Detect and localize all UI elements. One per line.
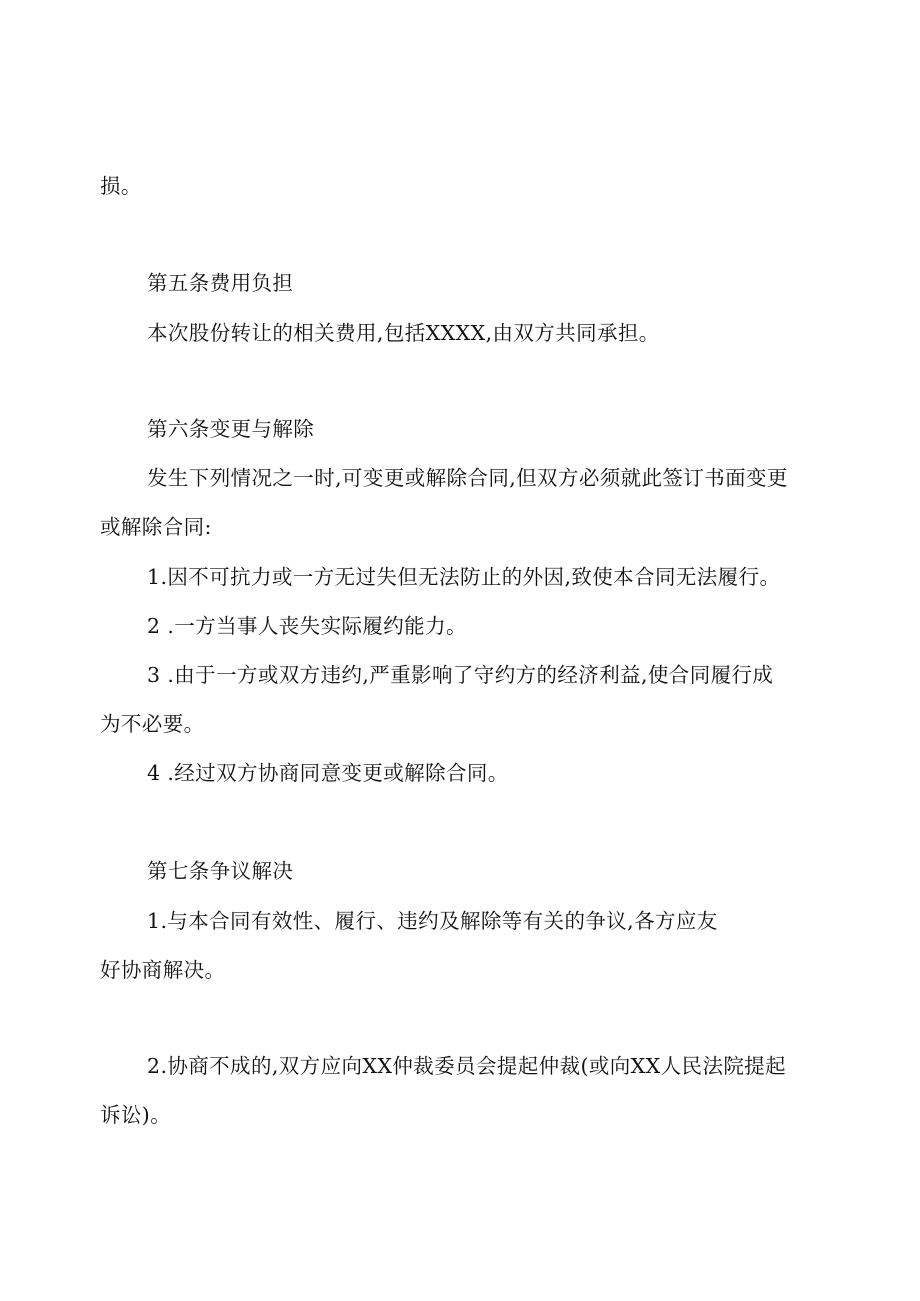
article-6-item-3-line-2: 为不必要。	[100, 712, 205, 736]
article-7-item-1-line-2: 好协商解决。	[100, 958, 226, 982]
article-7-item-2-line-1: 2.协商不成的,双方应向XX仲裁委员会提起仲裁(或向XX人民法院提起	[147, 1054, 787, 1078]
article-7-item-2-line-2: 诉讼)。	[100, 1103, 172, 1127]
article-6-intro-line-2: 或解除合同:	[100, 515, 212, 539]
article-6-intro-line-1: 发生下列情况之一时,可变更或解除合同,但双方必须就此签订书面变更	[147, 466, 788, 490]
article-6-item-1: 1.因不可抗力或一方无过失但无法防止的外因,致使本合同无法履行。	[147, 565, 781, 589]
article-5-body: 本次股份转让的相关费用,包括XXXX,由双方共同承担。	[147, 321, 660, 345]
article-7-item-1-line-1: 1.与本合同有效性、履行、违约及解除等有关的争议,各方应友	[147, 909, 718, 933]
article-7-heading: 第七条争议解决	[147, 859, 294, 883]
article-6-item-3-line-1: 3 .由于一方或双方违约,严重影响了守约方的经济利益,使合同履行成	[147, 663, 774, 687]
article-5-heading: 第五条费用负担	[147, 271, 294, 295]
paragraph-continuation: 损。	[100, 174, 142, 198]
article-6-heading: 第六条变更与解除	[147, 417, 315, 441]
article-6-item-4: 4 .经过双方协商同意变更或解除合同。	[147, 761, 509, 785]
article-6-item-2: 2 .一方当事人丧失实际履约能力。	[147, 614, 467, 638]
